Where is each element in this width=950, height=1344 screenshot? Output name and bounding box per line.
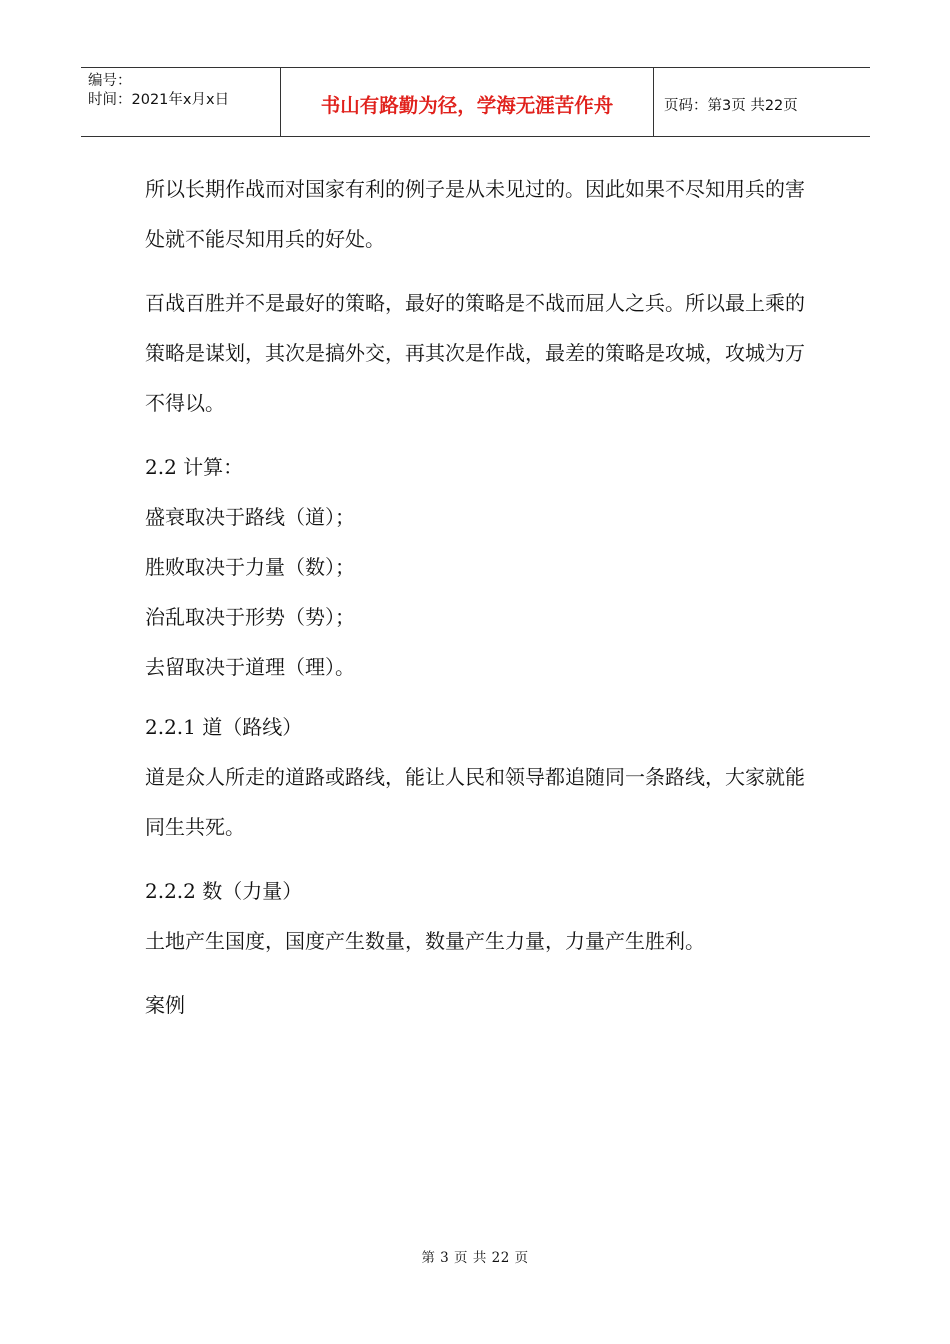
heading-calculation: 2.2 计算： <box>145 455 244 479</box>
paragraph-dao: 道是众人所走的道路或路线，能让人民和领导都追随同一条路线，大家就能同生共死。 <box>145 765 805 839</box>
paragraph-shu: 土地产生国度，国度产生数量，数量产生力量，力量产生胜利。 <box>145 929 705 953</box>
list-item-reason: 去留取决于道理（理）。 <box>145 655 355 679</box>
paragraph-best-strategy: 百战百胜并不是最好的策略，最好的策略是不战而屈人之兵。所以最上乘的策略是谋划，其次是搞外交，再其次是作战，最差的策略是攻城，攻城为万不得以。 <box>145 291 805 415</box>
list-item-route: 盛衰取决于路线（道）； <box>145 505 355 529</box>
time-label: 时间：2021年x月x日 <box>88 92 230 108</box>
heading-case: 案例 <box>145 993 185 1017</box>
header-page-info: 页码：第3页 共22页 <box>664 97 798 114</box>
heading-shu: 2.2.2 数（力量） <box>145 879 303 903</box>
page-header <box>81 67 870 137</box>
list-item-strength: 胜败取决于力量（数）； <box>145 555 355 579</box>
list-item-situation: 治乱取决于形势（势）； <box>145 605 355 629</box>
header-motto: 书山有路勤为径，学海无涯苦作舟 <box>281 68 654 136</box>
document-body <box>145 164 805 1030</box>
heading-dao: 2.2.1 道（路线） <box>145 715 303 739</box>
page-footer: 第 3 页 共 22 页 <box>421 1250 529 1266</box>
number-label: 编号： <box>88 73 132 89</box>
paragraph-long-war: 所以长期作战而对国家有利的例子是从未见过的。因此如果不尽知用兵的害处就不能尽知用兵的好处。 <box>145 177 805 251</box>
header-meta <box>81 68 281 136</box>
